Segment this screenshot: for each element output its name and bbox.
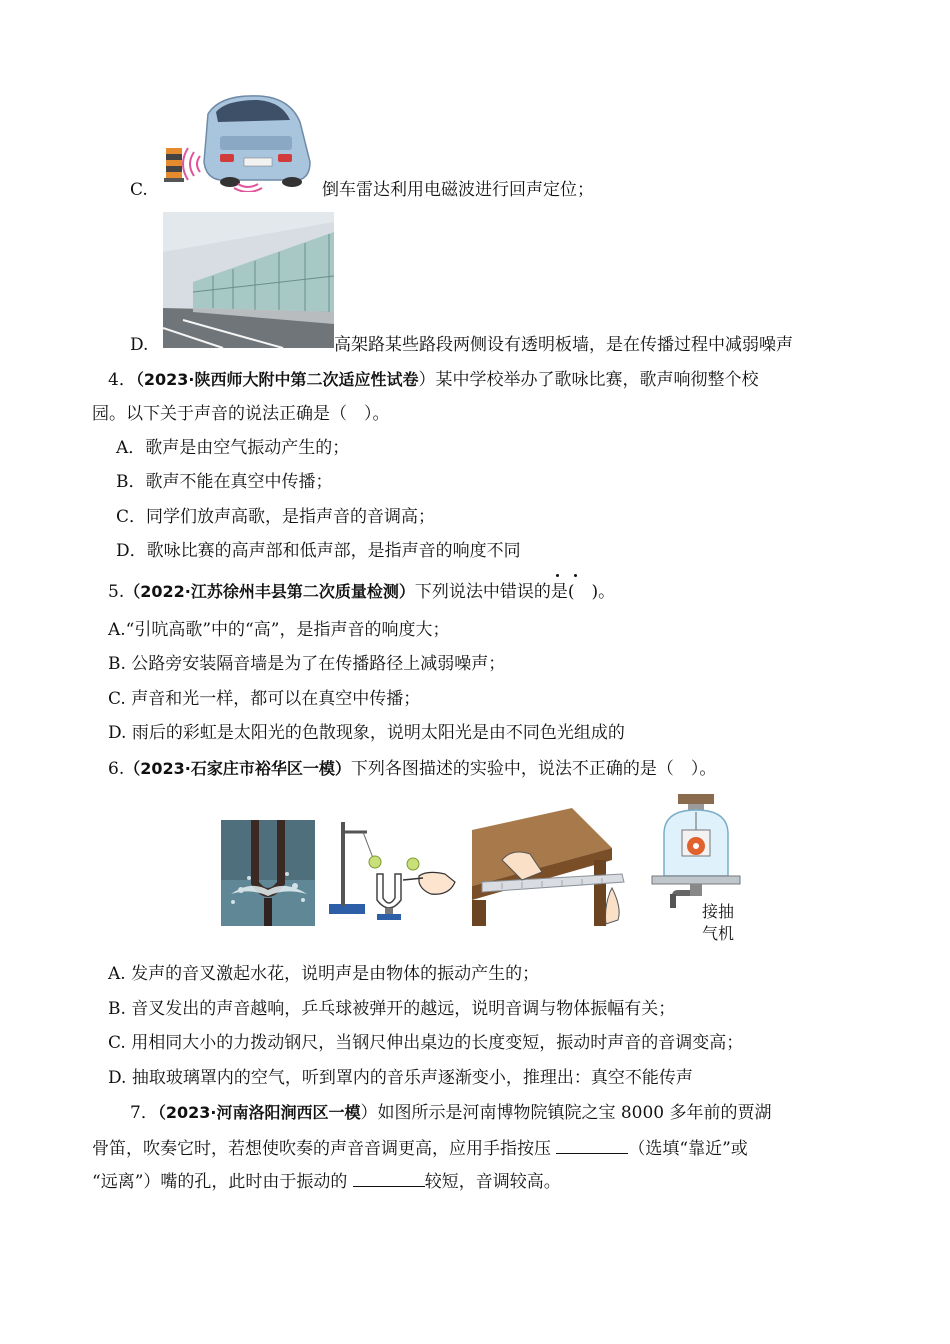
q7-line2-a: 骨笛，吹奏它时，若想使吹奏的声音音调更高，应用手指按压 (92, 1139, 557, 1159)
q4-stem-line2: 园。以下关于声音的说法正确是（ ）。 (92, 404, 390, 424)
emphasis-dot (556, 574, 559, 577)
answer-blank-1[interactable] (556, 1135, 628, 1154)
q7-line3-b: 较短，音调较高。 (424, 1172, 561, 1192)
q3-option-d-text: 高架路某些路段两侧设有透明板墙，是在传播过程中减弱噪声 (334, 335, 793, 355)
q5-stem-emphasis: 错误 (499, 582, 534, 602)
q7-stem-line1 (130, 1101, 772, 1125)
q5-source: （2022·江苏徐州丰县第二次质量检测） (124, 582, 415, 601)
car-parking-radar-image (160, 92, 320, 192)
q5-stem-post: 的是( )。 (533, 582, 616, 602)
q3-option-d-label: D. (130, 335, 149, 355)
q6-option-a: A. 发声的音叉激起水花，说明声是由物体的振动产生的； (108, 964, 540, 984)
q6-option-d: D. 抽取玻璃罩内的空气，听到罩内的音乐声逐渐变小，推理出：真空不能传声 (108, 1068, 693, 1088)
q7-line2-b: （选填“靠近”或 (628, 1139, 748, 1159)
q5-option-b: B. 公路旁安装隔音墙是为了在传播路径上减弱噪声； (108, 654, 506, 674)
figure-caption-pump-line1: 接抽 (702, 902, 735, 921)
q4-option-c: C．同学们放声高歌，是指声音的音调高； (116, 507, 436, 527)
q6-option-c: C. 用相同大小的力拨动钢尺，当钢尺伸出桌边的长度变短，振动时声音的音调变高； (108, 1033, 744, 1053)
q7-stem-line3 (92, 1168, 561, 1194)
q7-source: （2023·河南洛阳涧西区一模 (157, 1103, 361, 1122)
figure-caption-pump-line2: 气机 (702, 924, 735, 943)
q6-number: 6. (108, 759, 125, 779)
q5-stem-pre: 下列说法中 (414, 582, 500, 602)
q4-stem-line1 (108, 368, 758, 392)
q7-number: 7． (130, 1103, 158, 1123)
q4-number: 4． (108, 370, 136, 390)
q4-option-d: D．歌咏比赛的高声部和低声部，是指声音的响度不同 (116, 541, 521, 561)
q7-line1: ）如图所示是河南博物院镇院之宝 8000 多年前的贾湖 (360, 1103, 772, 1123)
q6-stem (108, 757, 716, 781)
q3-option-c-text: 倒车雷达利用电磁波进行回声定位； (322, 180, 594, 200)
steel-ruler-table-edge-image (472, 808, 632, 926)
q4-source: （2023·陕西师大附中第二次适应性试卷 (135, 370, 419, 389)
q5-option-a: A.“引吭高歌”中的“高”，是指声音的响度大； (108, 620, 450, 640)
q3-option-c-label: C. (130, 180, 148, 200)
elevated-road-noise-barrier-image (163, 212, 334, 348)
q4-stem-a: ）某中学校举办了歌咏比赛，歌声响彻整个校 (418, 370, 759, 390)
q6-stem-text: 下列各图描述的实验中，说法不正确的是（ ）。 (350, 759, 717, 779)
ping-pong-ball-tuning-fork-image (327, 820, 461, 926)
q4-option-a: A．歌声是由空气振动产生的； (116, 438, 350, 458)
q5-option-d: D. 雨后的彩虹是太阳光的色散现象，说明太阳光是由不同色光组成的 (108, 723, 625, 743)
q5-option-c: C. 声音和光一样，都可以在真空中传播； (108, 689, 421, 709)
bell-jar-vacuum-pump-image (642, 790, 752, 910)
answer-blank-2[interactable] (353, 1168, 425, 1187)
q4-option-b: B．歌声不能在真空中传播； (116, 472, 333, 492)
q5-number: 5. (108, 582, 125, 602)
q6-source: （2023·石家庄市裕华区一模） (124, 759, 351, 778)
q7-stem-line2 (92, 1135, 748, 1161)
tuning-fork-water-splash-image (221, 820, 315, 926)
q7-line3-a: “远离”）嘴的孔，此时由于振动的 (92, 1172, 353, 1192)
emphasis-dot (574, 574, 577, 577)
q6-option-b: B. 音叉发出的声音越响，乒乓球被弹开的越远，说明音调与物体振幅有关； (108, 999, 676, 1019)
q5-stem (108, 580, 615, 604)
